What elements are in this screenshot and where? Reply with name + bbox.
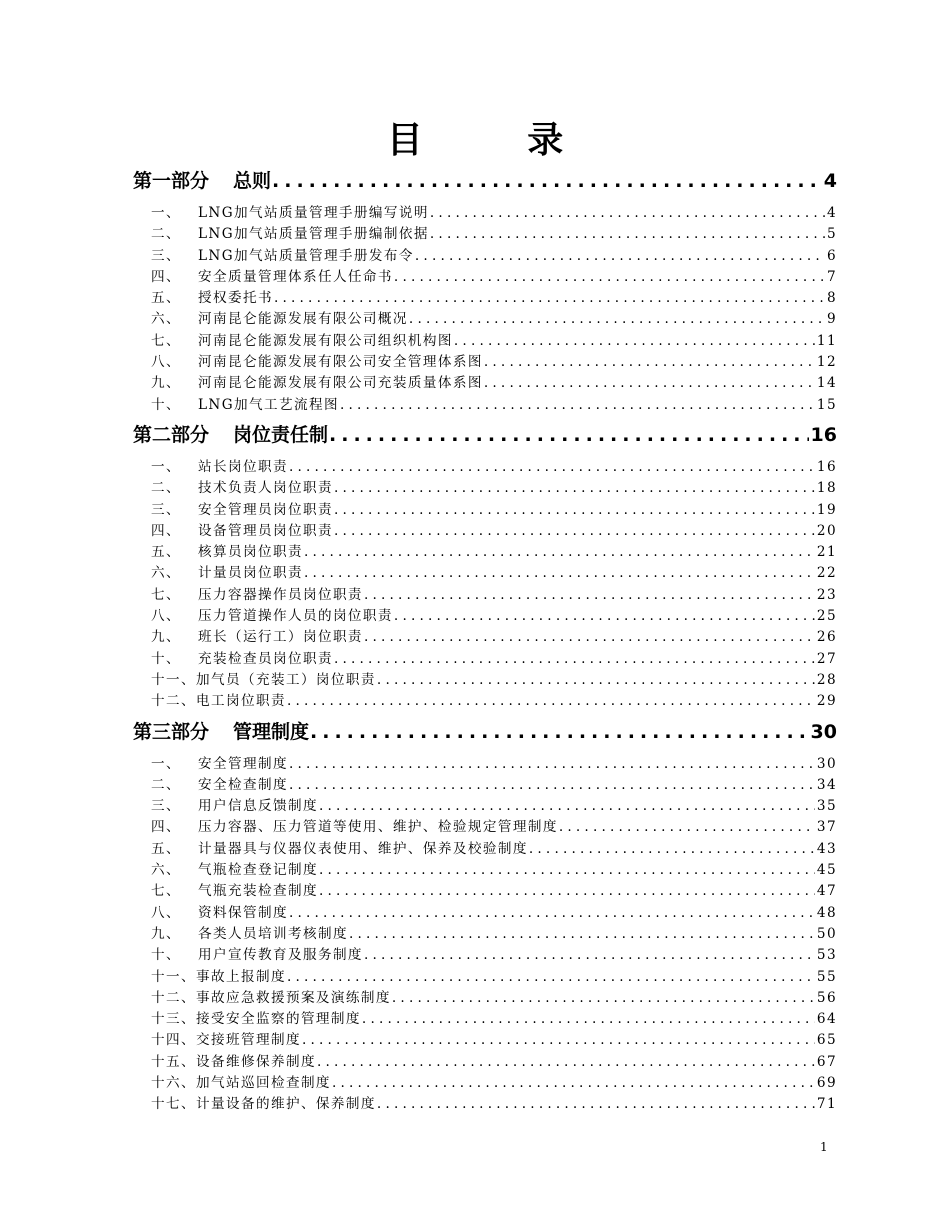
entry-page-number: 9 xyxy=(826,311,837,328)
entry-title: 设备管理员岗位职责 xyxy=(198,522,333,539)
entry-title: 安全管理员岗位职责 xyxy=(198,501,333,518)
toc-entry[interactable] xyxy=(133,1050,837,1071)
toc-entry[interactable] xyxy=(133,583,837,604)
entry-number: 五、 xyxy=(151,290,181,307)
dot-leader xyxy=(484,375,815,391)
toc-section-heading[interactable] xyxy=(133,166,837,192)
entry-page-number: 34 xyxy=(816,776,837,793)
page-title: 目 录 xyxy=(386,120,610,161)
entry-title: 安全管理制度 xyxy=(198,755,288,772)
entry-title: 班长（运行工）岗位职责 xyxy=(198,629,363,646)
toc-entry[interactable] xyxy=(133,476,837,497)
dot-leader xyxy=(289,905,815,921)
entry-page-number: 4 xyxy=(826,205,837,221)
entry-title: 压力管道操作人员的岗位职责 xyxy=(198,608,393,625)
entry-number: 八、 xyxy=(151,904,181,921)
page-number: 1 xyxy=(820,1140,828,1154)
entry-page-number: 20 xyxy=(816,522,837,539)
entry-title: 计量员岗位职责 xyxy=(198,565,303,582)
dot-leader xyxy=(392,990,815,1006)
entry-number: 四、 xyxy=(151,522,181,539)
toc-entry[interactable] xyxy=(133,519,837,540)
dot-leader xyxy=(430,226,825,242)
entry-title: 充装检查员岗位职责 xyxy=(198,650,333,667)
entry-title: 压力容器、压力管道等使用、维护、检验规定管理制度 xyxy=(198,819,558,836)
dot-leader xyxy=(317,1054,815,1070)
entry-page-number: 43 xyxy=(816,840,837,857)
entry-number: 十六、 xyxy=(151,1074,196,1091)
entry-number: 十四、 xyxy=(151,1032,196,1049)
entry-page-number: 28 xyxy=(816,671,837,688)
toc-entry[interactable] xyxy=(133,668,837,689)
dot-leader xyxy=(377,672,815,688)
dot-leader xyxy=(310,721,809,743)
entry-page-number: 53 xyxy=(816,947,837,964)
dot-leader xyxy=(272,170,822,192)
toc-entry[interactable] xyxy=(133,901,837,922)
dot-leader xyxy=(304,544,815,560)
entry-number: 十一、 xyxy=(151,671,196,688)
entry-title: 核算员岗位职责 xyxy=(198,544,303,561)
toc-entry[interactable] xyxy=(133,350,837,371)
dot-leader xyxy=(349,926,815,942)
toc-entry[interactable] xyxy=(133,265,837,286)
entry-page-number: 30 xyxy=(816,755,837,772)
entry-number: 七、 xyxy=(151,332,181,349)
entry-number: 十、 xyxy=(151,650,181,667)
table-of-contents xyxy=(133,166,837,1120)
toc-entry-list xyxy=(133,455,837,711)
entry-page-number: 18 xyxy=(816,480,837,497)
entry-number: 六、 xyxy=(151,565,181,582)
dot-leader xyxy=(302,1032,815,1048)
entry-page-number: 67 xyxy=(816,1053,837,1070)
dot-leader xyxy=(364,947,815,963)
entry-page-number: 22 xyxy=(816,565,837,582)
section-number: 第一部分 xyxy=(133,170,210,192)
entry-number: 三、 xyxy=(151,798,181,815)
entry-number: 六、 xyxy=(151,311,181,328)
entry-page-number: 5 xyxy=(826,226,837,243)
entry-number: 一、 xyxy=(151,205,181,221)
dot-leader xyxy=(289,756,815,772)
entry-number: 二、 xyxy=(151,480,181,497)
section-page-number: 4 xyxy=(823,170,837,192)
dot-leader xyxy=(289,777,815,793)
entry-page-number: 27 xyxy=(816,650,837,667)
dot-leader xyxy=(274,290,825,306)
toc-entry[interactable] xyxy=(133,561,837,582)
dot-leader xyxy=(377,1096,815,1112)
dot-leader xyxy=(394,608,815,624)
entry-page-number: 7 xyxy=(826,268,837,285)
dot-leader xyxy=(409,311,825,327)
entry-number: 十三、 xyxy=(151,1011,196,1028)
dot-leader xyxy=(304,565,815,581)
entry-page-number: 50 xyxy=(816,925,837,942)
entry-page-number: 11 xyxy=(816,332,837,349)
toc-entry[interactable] xyxy=(133,393,837,414)
entry-title: 接受安全监察的管理制度 xyxy=(195,1011,361,1028)
toc-entry[interactable] xyxy=(133,1071,837,1092)
toc-entry[interactable] xyxy=(133,1092,837,1113)
dot-leader xyxy=(415,248,825,264)
entry-page-number: 55 xyxy=(816,968,837,985)
toc-entry[interactable] xyxy=(133,815,837,836)
entry-title: 安全质量管理体系任人任命书 xyxy=(198,268,393,285)
toc-entry[interactable] xyxy=(133,689,837,710)
toc-entry[interactable] xyxy=(133,965,837,986)
section-title: 管理制度 xyxy=(233,720,310,743)
toc-entry[interactable] xyxy=(133,837,837,858)
entry-page-number: 14 xyxy=(816,375,837,392)
entry-page-number: 45 xyxy=(816,862,837,879)
entry-title: 计量器具与仪器仪表使用、维护、保养及校验制度 xyxy=(198,840,528,857)
entry-title: LNG加气站质量管理手册编写说明 xyxy=(198,205,429,221)
toc-entry[interactable] xyxy=(133,455,837,476)
section-number: 第二部分 xyxy=(133,423,210,446)
toc-entry[interactable] xyxy=(133,1028,837,1049)
entry-title: 河南昆仑能源发展有限公司安全管理体系图 xyxy=(198,354,483,371)
entry-title: 授权委托书 xyxy=(198,290,273,307)
entry-page-number: 26 xyxy=(816,629,837,646)
toc-entry[interactable] xyxy=(133,879,837,900)
toc-entry[interactable] xyxy=(133,858,837,879)
toc-entry[interactable] xyxy=(133,794,837,815)
section-page-number: 16 xyxy=(810,423,837,446)
entry-title: 技术负责人岗位职责 xyxy=(198,480,333,497)
entry-title: LNG加气站质量管理手册发布令 xyxy=(198,247,414,264)
toc-entry[interactable] xyxy=(133,752,837,773)
entry-number: 九、 xyxy=(151,925,181,942)
entry-page-number: 12 xyxy=(816,354,837,371)
toc-entry[interactable] xyxy=(133,244,837,265)
entry-number: 九、 xyxy=(151,375,181,392)
entry-page-number: 6 xyxy=(826,247,837,264)
dot-leader xyxy=(332,1075,815,1091)
section-title: 岗位责任制 xyxy=(233,423,329,446)
entry-title: 交接班管理制度 xyxy=(195,1032,301,1049)
toc-entry-list xyxy=(133,752,837,1114)
entry-title: LNG加气工艺流程图 xyxy=(198,396,339,413)
entry-number: 二、 xyxy=(151,776,181,793)
entry-title: 站长岗位职责 xyxy=(198,458,288,475)
entry-number: 六、 xyxy=(151,862,181,879)
entry-number: 三、 xyxy=(151,247,181,264)
entry-number: 十、 xyxy=(151,947,181,964)
entry-number: 五、 xyxy=(151,840,181,857)
entry-page-number: 64 xyxy=(816,1011,837,1028)
toc-entry[interactable] xyxy=(133,540,837,561)
section-number: 第三部分 xyxy=(133,720,210,743)
entry-title: 压力容器操作员岗位职责 xyxy=(198,586,363,603)
dot-leader xyxy=(287,969,815,985)
entry-title: 安全检查制度 xyxy=(198,776,288,793)
entry-title: 用户信息反馈制度 xyxy=(198,798,318,815)
entry-page-number: 56 xyxy=(816,989,837,1006)
dot-leader xyxy=(340,397,815,413)
toc-section-heading[interactable] xyxy=(133,717,837,743)
entry-title: 河南昆仑能源发展有限公司组织机构图 xyxy=(198,332,453,349)
toc-entry-list xyxy=(133,201,837,414)
dot-leader xyxy=(364,629,815,645)
entry-page-number: 23 xyxy=(816,586,837,603)
entry-number: 四、 xyxy=(151,268,181,285)
dot-leader xyxy=(329,424,809,446)
dot-leader xyxy=(319,862,815,878)
entry-title: 各类人员培训考核制度 xyxy=(198,925,348,942)
dot-leader xyxy=(394,269,825,285)
toc-entry[interactable] xyxy=(133,201,837,222)
entry-title: 河南昆仑能源发展有限公司充装质量体系图 xyxy=(198,375,483,392)
entry-page-number: 37 xyxy=(816,819,837,836)
entry-title: 设备维修保养制度 xyxy=(195,1053,316,1070)
entry-page-number: 16 xyxy=(816,458,837,475)
dot-leader xyxy=(484,354,815,370)
dot-leader xyxy=(362,1011,815,1027)
entry-title: 电工岗位职责 xyxy=(195,693,286,710)
dot-leader xyxy=(319,798,815,814)
entry-page-number: 19 xyxy=(816,501,837,518)
entry-page-number: 35 xyxy=(816,798,837,815)
toc-entry[interactable] xyxy=(133,647,837,668)
dot-leader xyxy=(454,333,815,349)
entry-number: 九、 xyxy=(151,629,181,646)
entry-number: 十、 xyxy=(151,396,181,413)
entry-page-number: 48 xyxy=(816,904,837,921)
toc-entry[interactable] xyxy=(133,1007,837,1028)
dot-leader xyxy=(334,523,815,539)
toc-entry[interactable] xyxy=(133,625,837,646)
entry-title: 计量设备的维护、保养制度 xyxy=(195,1096,376,1113)
entry-title: 加气员（充装工）岗位职责 xyxy=(195,671,376,688)
toc-entry[interactable] xyxy=(133,986,837,1007)
toc-section-heading[interactable] xyxy=(133,420,837,446)
entry-number: 八、 xyxy=(151,608,181,625)
toc-entry[interactable] xyxy=(133,943,837,964)
dot-leader xyxy=(364,587,815,603)
entry-page-number: 29 xyxy=(816,693,837,710)
entry-number: 八、 xyxy=(151,354,181,371)
toc-entry[interactable] xyxy=(133,922,837,943)
toc-entry[interactable] xyxy=(133,307,837,328)
entry-title: 事故上报制度 xyxy=(195,968,286,985)
dot-leader xyxy=(334,480,815,496)
entry-title: 加气站巡回检查制度 xyxy=(195,1074,331,1091)
section-title: 总则 xyxy=(233,170,272,192)
entry-number: 一、 xyxy=(151,458,181,475)
entry-number: 十七、 xyxy=(151,1096,196,1113)
toc-entry[interactable] xyxy=(133,286,837,307)
entry-page-number: 47 xyxy=(816,883,837,900)
entry-title: LNG加气站质量管理手册编制依据 xyxy=(198,226,429,243)
toc-entry[interactable] xyxy=(133,498,837,519)
entry-page-number: 15 xyxy=(816,396,837,413)
entry-title: 用户宣传教育及服务制度 xyxy=(198,947,363,964)
entry-title: 事故应急救援预案及演练制度 xyxy=(195,989,391,1006)
toc-entry[interactable] xyxy=(133,773,837,794)
entry-title: 气瓶检查登记制度 xyxy=(198,862,318,879)
entry-number: 四、 xyxy=(151,819,181,836)
entry-page-number: 71 xyxy=(816,1096,837,1113)
entry-page-number: 25 xyxy=(816,608,837,625)
entry-page-number: 21 xyxy=(816,544,837,561)
entry-title: 河南昆仑能源发展有限公司概况 xyxy=(198,311,408,328)
dot-leader xyxy=(529,841,815,857)
entry-page-number: 69 xyxy=(816,1074,837,1091)
dot-leader xyxy=(334,502,815,518)
entry-title: 气瓶充装检查制度 xyxy=(198,883,318,900)
entry-number: 十一、 xyxy=(151,968,196,985)
dot-leader xyxy=(287,693,815,709)
dot-leader xyxy=(559,819,815,835)
entry-page-number: 8 xyxy=(826,290,837,307)
entry-number: 三、 xyxy=(151,501,181,518)
entry-title: 资料保管制度 xyxy=(198,904,288,921)
entry-number: 一、 xyxy=(151,755,181,772)
toc-entry[interactable] xyxy=(133,604,837,625)
toc-entry[interactable] xyxy=(133,222,837,243)
dot-leader xyxy=(319,883,815,899)
dot-leader xyxy=(334,651,815,667)
toc-entry[interactable] xyxy=(133,329,837,350)
dot-leader xyxy=(289,459,815,475)
entry-number: 十二、 xyxy=(151,989,196,1006)
toc-entry[interactable] xyxy=(133,371,837,392)
entry-number: 五、 xyxy=(151,544,181,561)
entry-number: 七、 xyxy=(151,586,181,603)
entry-page-number: 65 xyxy=(816,1032,837,1049)
dot-leader xyxy=(430,205,825,221)
entry-number: 七、 xyxy=(151,883,181,900)
entry-number: 二、 xyxy=(151,226,181,243)
entry-number: 十二、 xyxy=(151,693,196,710)
entry-number: 十五、 xyxy=(151,1053,196,1070)
section-page-number: 30 xyxy=(810,720,837,743)
